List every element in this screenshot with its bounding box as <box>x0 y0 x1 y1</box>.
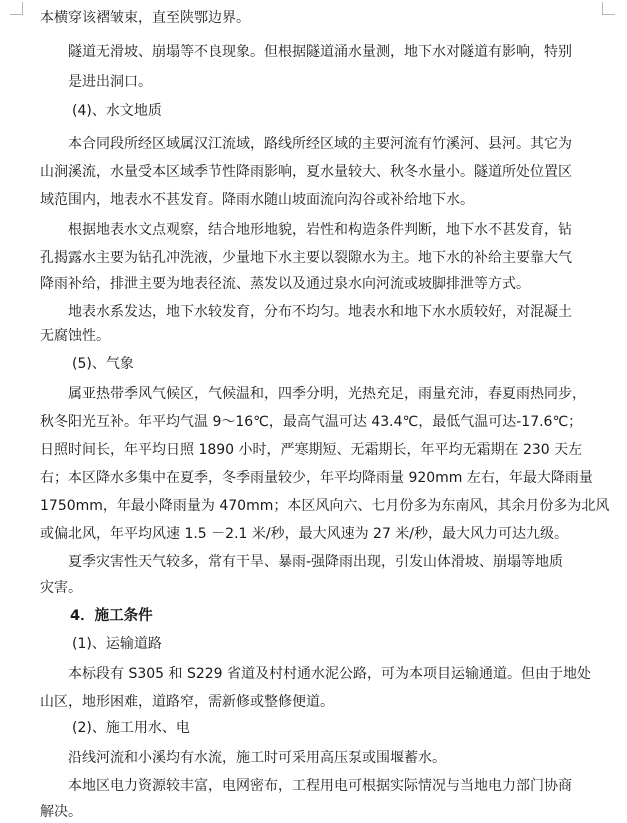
paragraph-line: 根据地表水文点观察，结合地形地貌，岩性和构造条件判断，地下水不甚发育，钻 <box>68 222 572 238</box>
section-subheading: (4)、水文地质 <box>72 103 162 119</box>
paragraph-line: 灾害。 <box>40 580 82 596</box>
section-heading: 4．施工条件 <box>70 608 153 624</box>
paragraph-line: 秋冬阳光互补。年平均气温 9～16℃，最高气温可达 43.4℃，最低气温可达-17.6℃； <box>40 414 583 430</box>
paragraph-line: 本标段有 S305 和 S229 省道及村村通水泥公路，可为本项目运输通道。但由于地处 <box>68 666 592 682</box>
margin-corner-mark-right <box>602 2 615 15</box>
section-subheading: (5)、气象 <box>72 356 134 372</box>
paragraph-line: 右；本区降水多集中在夏季，冬季雨量较少，年平均降雨量 920mm 左右，年最大降雨量 <box>40 470 593 486</box>
paragraph-line: 山涧溪流，水量受本区域季节性降雨影响，夏水量较大、秋冬水量小。隧道所处位置区 <box>40 164 572 180</box>
paragraph-line: 或偏北风，年平均风速 1.5 －2.1 米/秒，最大风速为 27 米/秒，最大风力可达九级。 <box>40 526 569 542</box>
section-subheading: (1)、运输道路 <box>72 636 162 652</box>
paragraph-line: 1750mm，年最小降雨量为 470mm；本区风向六、七月份多为东南风，其余月份多为北风 <box>40 498 610 514</box>
paragraph-line: 解决。 <box>40 804 82 820</box>
paragraph-line: 夏季灾害性天气较多，常有干旱、暴雨-强降雨出现，引发山体滑坡、崩塌等地质 <box>68 554 564 570</box>
paragraph-line: 是进出洞口。 <box>68 74 152 90</box>
paragraph-line: 山区，地形困难，道路窄，需新修或整修便道。 <box>40 694 334 710</box>
margin-corner-mark-left <box>10 2 23 15</box>
paragraph-line: 地表水系发达，地下水较发育，分布不均匀。地表水和地下水水质较好，对混凝土 <box>68 304 572 320</box>
paragraph-line: 无腐蚀性。 <box>40 328 110 344</box>
paragraph-line: 沿线河流和小溪均有水流，施工时可采用高压泵或围堰蓄水。 <box>68 750 446 766</box>
paragraph-line: 属亚热带季风气候区，气候温和，四季分明，光热充足，雨量充沛，春夏雨热同步， <box>68 386 586 402</box>
section-subheading: (2)、施工用水、电 <box>72 720 190 736</box>
paragraph-line: 本合同段所经区域属汉江流域，路线所经区域的主要河流有竹溪河、县河。其它为 <box>68 136 572 152</box>
paragraph-line: 隧道无滑坡、崩塌等不良现象。但根据隧道涌水量测，地下水对隧道有影响，特别 <box>68 44 572 60</box>
paragraph-line: 本横穿该褶皱束，直至陕鄂边界。 <box>40 10 250 26</box>
paragraph-line: 域范围内，地表水不甚发育。降雨水随山坡面流向沟谷或补给地下水。 <box>40 192 474 208</box>
paragraph-line: 降雨补给，排泄主要为地表径流、蒸发以及通过泉水向河流或坡脚排泄等方式。 <box>40 276 530 292</box>
paragraph-line: 日照时间长，年平均日照 1890 小时，严寒期短、无霜期长，年平均无霜期在 230 天左 <box>40 442 583 458</box>
paragraph-line: 本地区电力资源较丰富，电网密布，工程用电可根据实际情况与当地电力部门协商 <box>68 778 572 794</box>
paragraph-line: 孔揭露水主要为钻孔冲洗液，少量地下水主要以裂隙水为主。地下水的补给主要靠大气 <box>40 250 572 266</box>
